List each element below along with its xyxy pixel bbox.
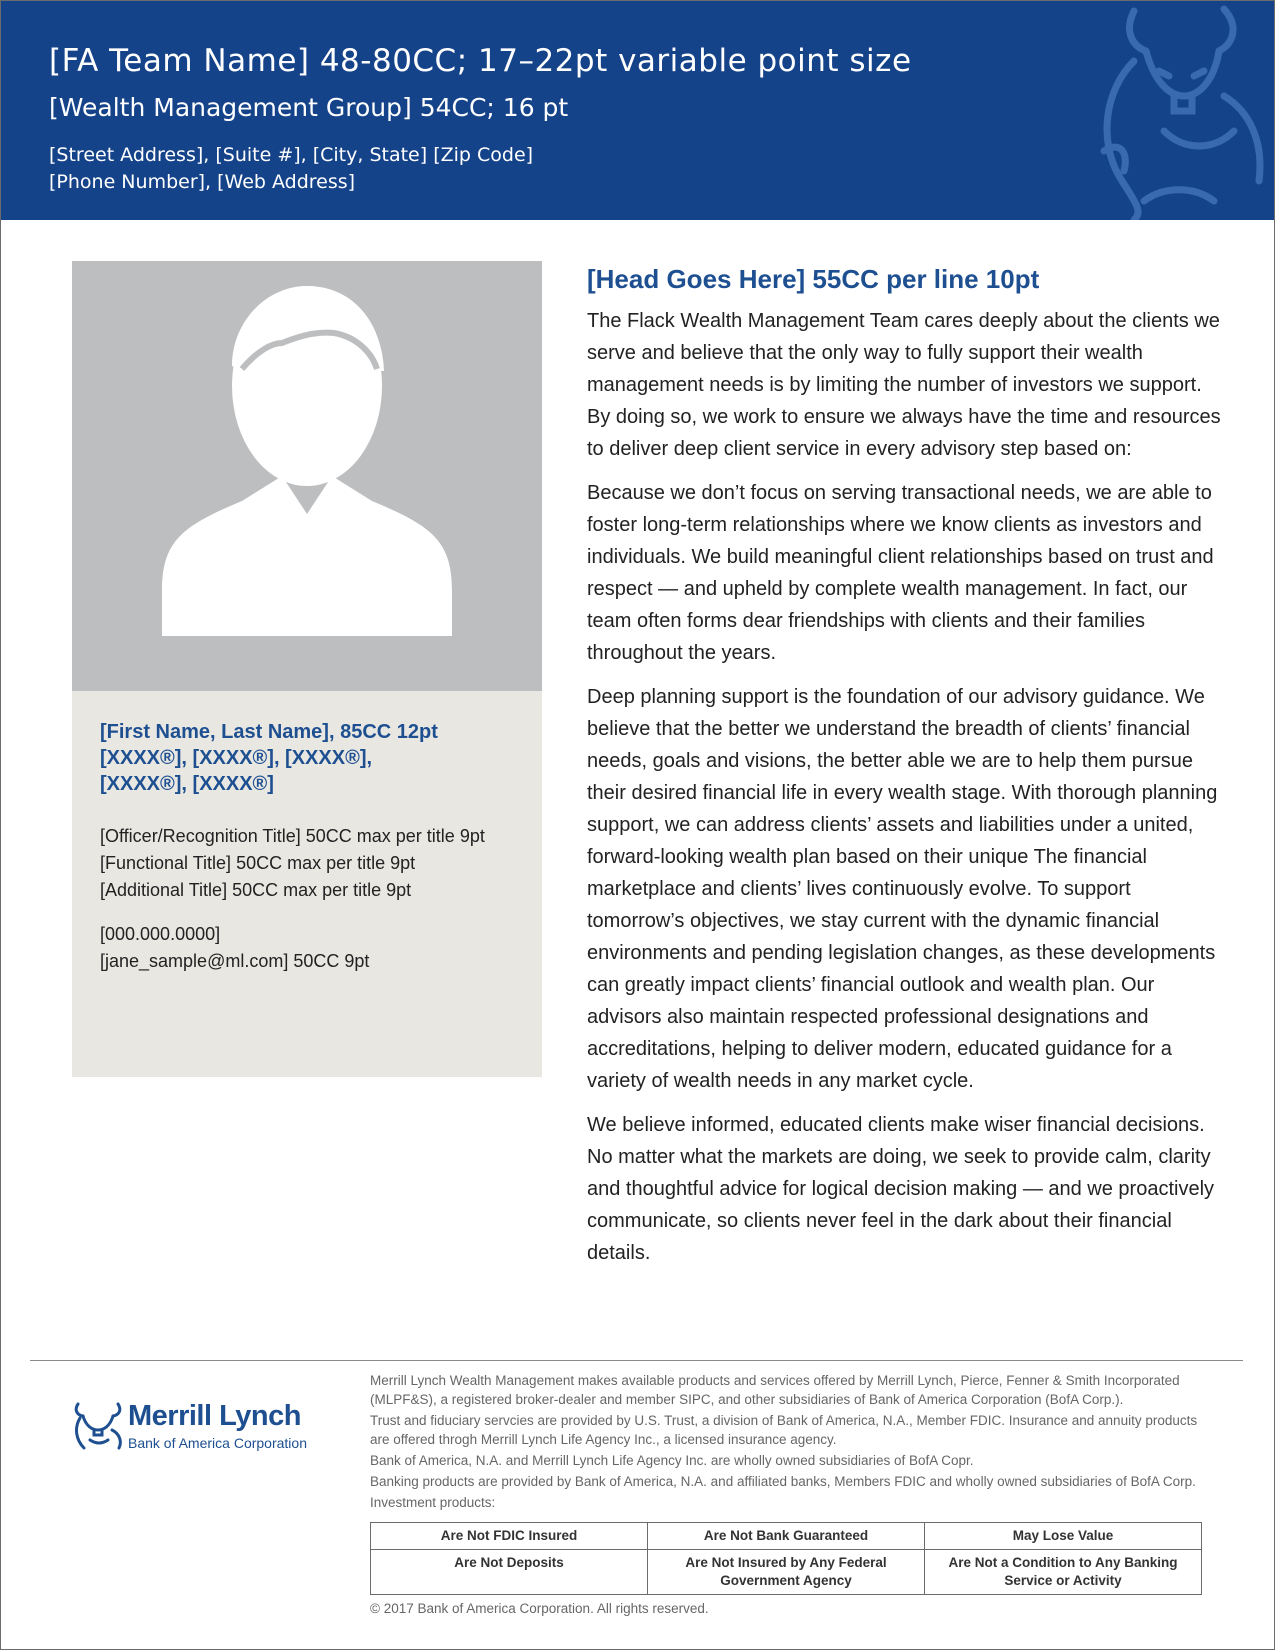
contact-line: [Phone Number], [Web Address] [49,171,356,193]
designations-line: [XXXX®], [XXXX®] [100,773,274,795]
article-paragraph: Deep planning support is the foundation of our advisory guidance. We believe that the better we understand the breadth of clients’ financial needs, goals and visions, the better able we are to help them pursue their desired financial life in every wealth stage. With thorough planning support, we can address clients’ assets and liabilities under a united, forward-looking wealth plan based on their unique The financial marketplace and clients’ lives continuously evolve. To support tomorrow’s objectives, we stay current with the dynamic financial environments and pending legislation changes, as these developments can greatly impact clients’ financial outlook and wealth plan. Our advisors also maintain respected professional designations and accreditations, helping to deliver modern, educated guidance for a variety of wealth needs in any market cycle. [587,686,1218,1092]
advisor-bio-card [72,691,542,1077]
team-name: [FA Team Name] 48-80CC; 17–22pt variable point size [49,43,912,79]
logo-wordmark: Merrill Lynch [128,1400,301,1432]
functional-title: [Functional Title] 50CC max per title 9pt [100,853,416,873]
table-cell: Are Not Deposits [371,1550,648,1595]
article-paragraph: We believe informed, educated clients make wiser financial decisions. No matter what the markets are doing, we seek to provide calm, clarity and thoughtful advice for logical decision making — and we proactively communicate, so clients never feel in the dark about their financial details. [587,1114,1215,1264]
table-cell: Are Not Bank Guaranteed [648,1523,925,1550]
person-placeholder-icon [72,261,542,691]
group-name: [Wealth Management Group] 54CC; 16 pt [49,93,569,122]
table-row [371,1550,1202,1595]
logo-subtitle: Bank of America Corporation [128,1435,307,1451]
address-block [49,142,533,196]
legal-paragraph: Trust and fiduciary servcies are provided by U.S. Trust, a division of Bank of America, N.A., Member FDIC. Insurance and annuity products are offered throgh Merrill Lynch Life Agency Inc., a licensed insurance agency. [370,1413,1198,1447]
legal-disclaimer [370,1371,1220,1514]
table-row [371,1523,1202,1550]
bull-logo-icon [72,1400,124,1450]
header-banner [1,1,1274,220]
legal-paragraph: Merrill Lynch Wealth Management makes available products and services offered by Merrill Lynch, Pierce, Fenner & Smith Incorporated (MLPF&S), a registered broker-dealer and member SIPC, and other subsidiaries of Bank of America Corporation (BofA Corp.). [370,1373,1180,1407]
designations-line: [XXXX®], [XXXX®], [XXXX®], [100,747,373,769]
advisor-titles [100,823,485,904]
footer-divider [30,1360,1243,1361]
legal-paragraph: Bank of America, N.A. and Merrill Lynch Life Agency Inc. are wholly owned subsidiaries of BofA Copr. [370,1453,974,1468]
legal-paragraph: Investment products: [370,1495,496,1510]
bull-watermark-icon [1074,1,1274,220]
advisor-email: [jane_sample@ml.com] 50CC 9pt [100,951,370,971]
advisor-name: [First Name, Last Name], 85CC 12pt [100,721,438,743]
main-article [587,264,1227,1281]
table-cell: May Lose Value [925,1523,1202,1550]
advisor-contact [100,921,369,975]
advisor-name-block [100,719,438,797]
table-cell: Are Not Insured by Any Federal Government Agency [648,1550,925,1595]
merrill-lynch-logo [72,1400,332,1450]
table-cell: Are Not FDIC Insured [371,1523,648,1550]
table-cell: Are Not a Condition to Any Banking Service or Activity [925,1550,1202,1595]
article-paragraph: The Flack Wealth Management Team cares deeply about the clients we serve and believe that the only way to fully support their wealth management needs is by limiting the number of investors we support. By doing so, we work to ensure we always have the time and resources to deliver deep client service in every advisory step based on: [587,310,1221,460]
article-paragraph: Because we don’t focus on serving transactional needs, we are able to foster long-term relationships where we know clients as investors and individuals. We build meaningful client relationships based on trust and respect — and upheld by complete wealth management. In fact, our team often forms dear friendships with clients and their families throughout the years. [587,482,1214,664]
officer-title: [Officer/Recognition Title] 50CC max per title 9pt [100,826,485,846]
article-headline: [Head Goes Here] 55CC per line 10pt [587,264,1040,294]
profile-photo [72,261,542,691]
advisor-phone: [000.000.0000] [100,924,221,944]
investment-disclosure-table [370,1522,1202,1595]
address-line: [Street Address], [Suite #], [City, State] [Zip Code] [49,144,534,166]
copyright: © 2017 Bank of America Corporation. All rights reserved. [370,1601,709,1616]
additional-title: [Additional Title] 50CC max per title 9pt [100,880,412,900]
legal-paragraph: Banking products are provided by Bank of America, N.A. and affiliated banks, Members FDIC and wholly owned subsidiaries of BofA Corp. [370,1474,1196,1489]
